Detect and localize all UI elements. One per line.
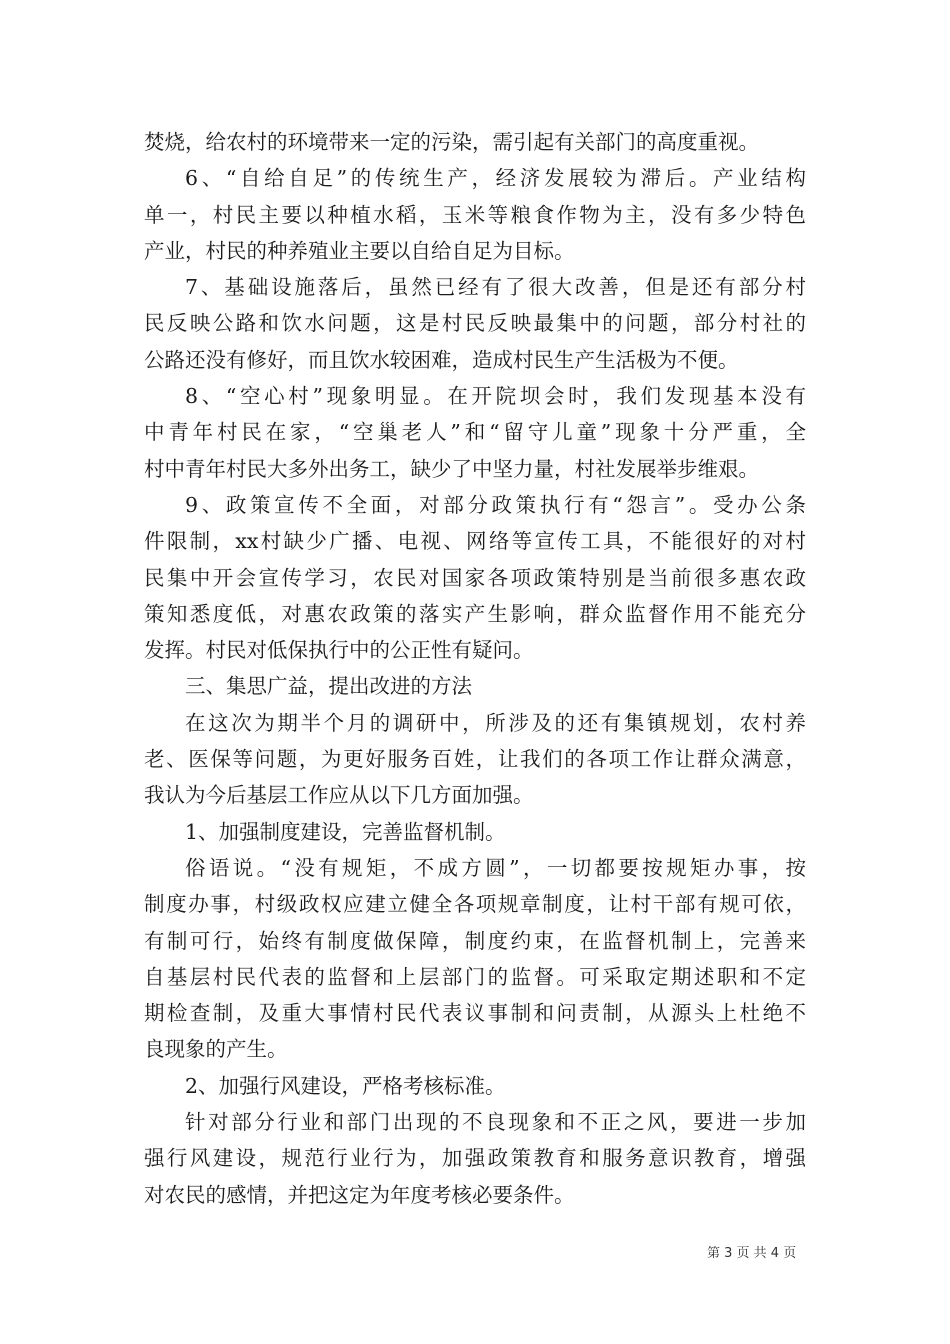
- text-line: 单一，村民主要以种植水稻，玉米等粮食作物为主，没有多少特色: [144, 202, 806, 227]
- text-line: 强行风建设，规范行业行为，加强政策教育和服务意识教育，增强: [144, 1146, 806, 1171]
- text-line: 发挥。村民对低保执行中的公正性有疑问。: [144, 638, 534, 663]
- text-line: 我认为今后基层工作应从以下几方面加强。: [144, 783, 534, 808]
- text-line: 7、基础设施落后，虽然已经有了很大改善，但是还有部分村: [185, 275, 806, 300]
- text-line: 策知悉度低，对惠农政策的落实产生影响，群众监督作用不能充分: [144, 601, 806, 626]
- text-line: 件限制，xx村缺少广播、电视、网络等宣传工具，不能很好的对村: [144, 529, 806, 554]
- text-line: 在这次为期半个月的调研中，所涉及的还有集镇规划，农村养: [185, 710, 806, 735]
- text-line: 良现象的产生。: [144, 1037, 288, 1062]
- text-line: 期检查制，及重大事情村民代表议事制和问责制，从源头上杜绝不: [144, 1001, 806, 1026]
- text-line: 8、“空心村”现象明显。在开院坝会时，我们发现基本没有: [185, 384, 806, 409]
- text-line: 产业，村民的种养殖业主要以自给自足为目标。: [144, 238, 575, 263]
- section-heading: 三、集思广益，提出改进的方法: [185, 674, 472, 699]
- page-number-footer: 第 3 页 共 4 页: [707, 1246, 797, 1261]
- text-line: 9、政策宣传不全面，对部分政策执行有“怨言”。受办公条: [185, 492, 806, 517]
- text-line: 俗语说。“没有规矩，不成方圆”，一切都要按规矩办事，按: [185, 855, 806, 880]
- text-line: 民集中开会宣传学习，农民对国家各项政策特别是当前很多惠农政: [144, 565, 806, 590]
- text-line: 焚烧，给农村的环境带来一定的污染，需引起有关部门的高度重视。: [144, 130, 759, 154]
- text-line: 制度办事，村级政权应建立健全各项规章制度，让村干部有规可依，: [144, 892, 806, 917]
- text-line: 自基层村民代表的监督和上层部门的监督。可采取定期述职和不定: [144, 964, 806, 989]
- text-line: 有制可行，始终有制度做保障，制度约束，在监督机制上，完善来: [144, 928, 806, 953]
- text-line: 中青年村民在家，“空巢老人”和“留守儿童”现象十分严重，全: [144, 420, 806, 445]
- text-line: 6、“自给自足”的传统生产，经济发展较为滞后。产业结构: [185, 166, 806, 191]
- text-line: 公路还没有修好，而且饮水较困难，造成村民生产生活极为不便。: [144, 347, 739, 372]
- text-line: 民反映公路和饮水问题，这是村民反映最集中的问题，部分村社的: [144, 311, 806, 336]
- subsection-heading: 2、加强行风建设，严格考核标准。: [185, 1073, 506, 1098]
- subsection-heading: 1、加强制度建设，完善监督机制。: [185, 819, 506, 844]
- text-line: 村中青年村民大多外出务工，缺少了中坚力量，村社发展举步维艰。: [144, 456, 759, 481]
- text-line: 对农民的感情，并把这定为年度考核必要条件。: [144, 1182, 575, 1207]
- text-line: 老、医保等问题，为更好服务百姓，让我们的各项工作让群众满意，: [144, 747, 806, 772]
- text-line: 针对部分行业和部门出现的不良现象和不正之风，要进一步加: [185, 1110, 806, 1135]
- document-body: [144, 124, 806, 1213]
